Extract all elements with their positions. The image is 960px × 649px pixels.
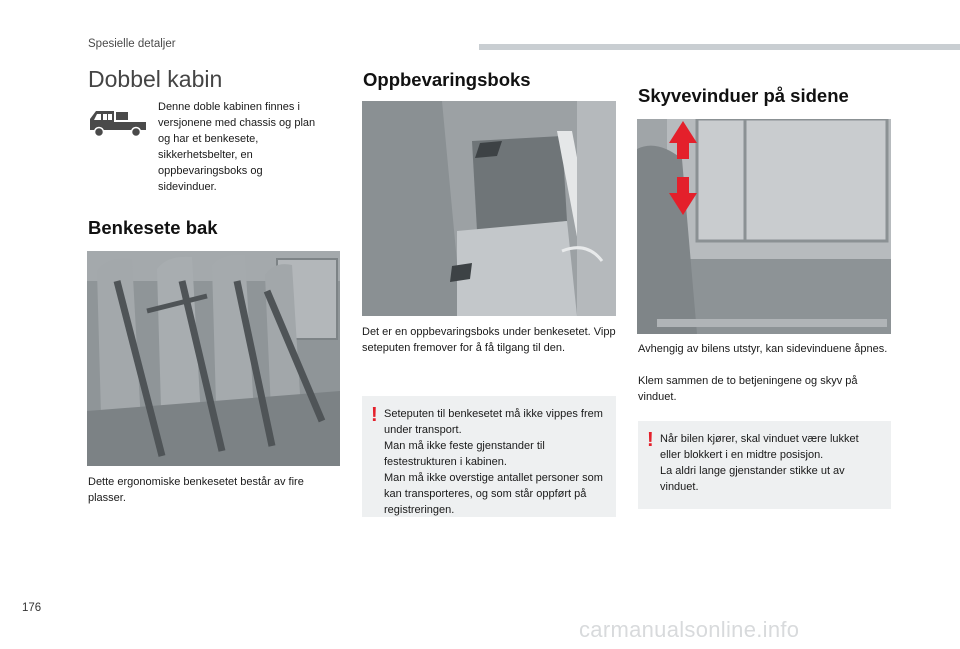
warning-box-storage [362,396,616,517]
sliding-window-photo [637,119,891,334]
heading-storage-box: Oppbevaringsboks [363,69,531,90]
warning-icon: ! [371,404,378,426]
sliding-window-caption-1: Avhengig av bilens utstyr, kan sidevinduene åpnes. [638,343,888,355]
warning-windows-line2: La aldri lange gjenstander stikke ut av vinduet. [660,465,845,493]
heading-rear-bench: Benkesete bak [88,217,218,238]
section-label: Spesielle detaljer [88,38,176,50]
warning-storage-line3: Man må ikke overstige antallet personer som kan transporteres, og som står oppført på registreringen. [384,472,603,516]
double-cab-truck-icon [86,102,150,142]
rear-bench-photo [87,251,340,466]
sliding-window-caption-2: Klem sammen de to betjeningene og skyv på vinduet. [638,375,858,403]
header-divider-bar [479,44,960,50]
warning-windows-line1: Når bilen kjører, skal vinduet være lukket eller blokkert i en midtre posisjon. [660,433,859,461]
rear-bench-caption: Dette ergonomiske benkesetet består av fire plasser. [88,476,304,504]
warning-storage-line2: Man må ikke feste gjenstander til festestrukturen i kabinen. [384,440,545,468]
watermark: carmanualsonline.info [579,617,800,642]
warning-box-windows [638,421,891,509]
intro-text: Denne doble kabinen finnes i versjonene med chassis og plan og har et benkesete, sikkerhetsbelter, en oppbevaringsboks og sidevinduer. [158,101,316,193]
storage-box-photo [362,101,616,316]
page-title: Dobbel kabin [88,66,223,92]
heading-sliding-windows: Skyvevinduer på sidene [638,85,849,106]
storage-box-caption: Det er en oppbevaringsboks under benkesetet. Vipp seteputen fremover for å få tilgang til den. [362,326,616,354]
page-number: 176 [22,602,42,614]
warning-storage-line1: Seteputen til benkesetet må ikke vippes frem under transport. [384,408,603,436]
warning-icon: ! [647,429,654,451]
